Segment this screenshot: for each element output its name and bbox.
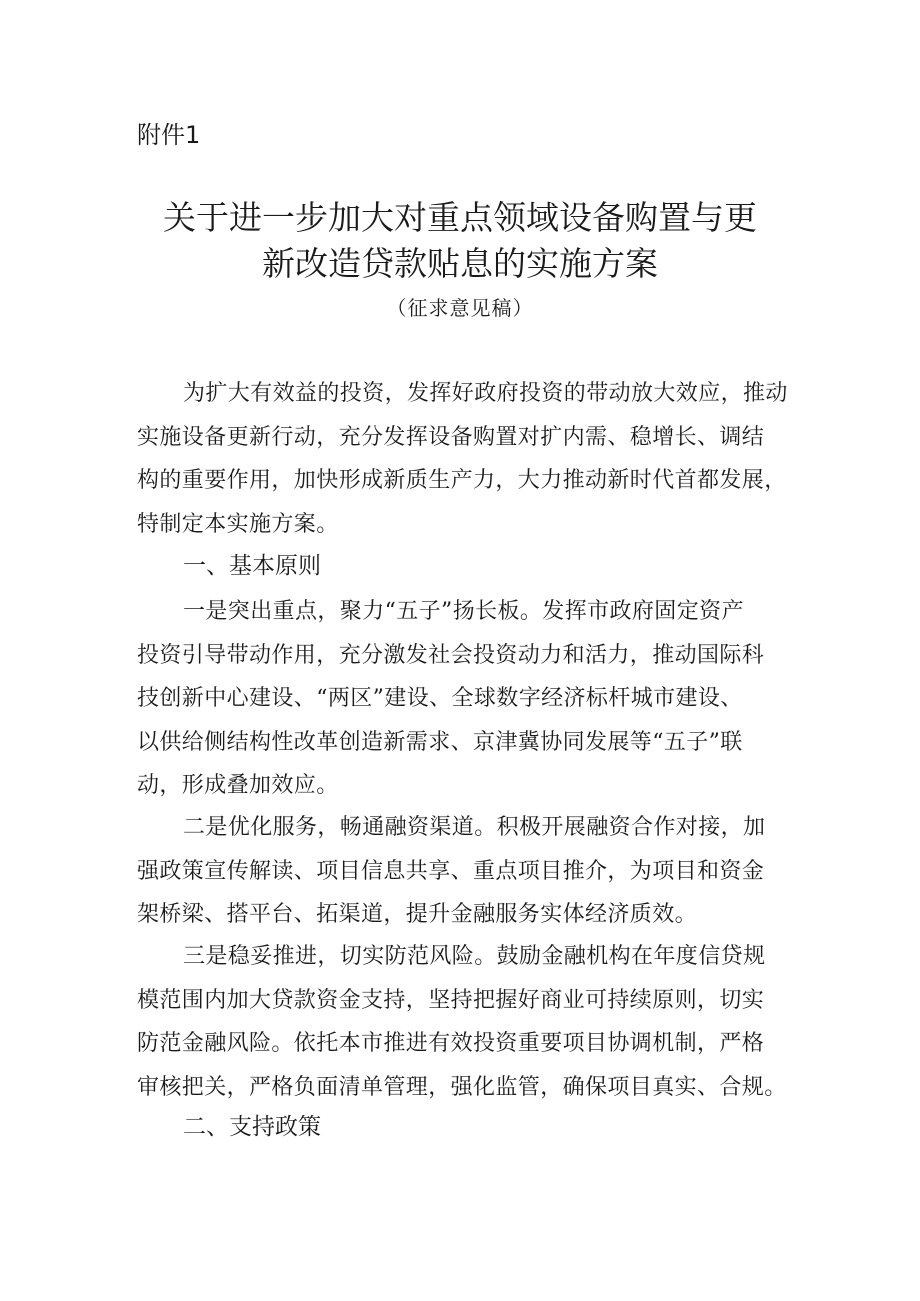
paragraph-line: 构的重要作用，加快形成新质生产力，大力推动新时代首都发展， xyxy=(137,468,787,493)
paragraph-line: 技创新中心建设、“两区”建设、全球数字经济标杆城市建设、 xyxy=(137,686,743,711)
paragraph-line: 防范金融风险。依托本市推进有效投资重要项目协调机制，严格 xyxy=(137,1031,765,1056)
document-title-line-2: 新改造贷款贴息的实施方案 xyxy=(262,244,658,283)
paragraph-line: 实施设备更新行动，充分发挥设备购置对扩内需、稳增长、调结 xyxy=(137,424,765,450)
intro-paragraph xyxy=(137,372,797,546)
paragraph-line: 动，形成叠加效应。 xyxy=(137,773,339,798)
principle-paragraph-3 xyxy=(137,935,797,1109)
paragraph-line: 投资引导带动作用，充分激发社会投资动力和活力，推动国际科 xyxy=(137,642,765,668)
paragraph-line: 一是突出重点，聚力“五子”扬长板。发挥市政府固定资产 xyxy=(183,599,744,624)
paragraph-line: 架桥梁、搭平台、拓渠道，提升金融服务实体经济质效。 xyxy=(137,902,698,927)
paragraph-line: 模范围内加大贷款资金支持，坚持把握好商业可持续原则，切实 xyxy=(137,987,765,1013)
section-heading-basic-principles: 一、基本原则 xyxy=(183,553,321,579)
paragraph-line: 三是稳妥推进，切实防范风险。鼓励金融机构在年度信贷规 xyxy=(183,944,766,969)
paragraph-line: 以供给侧结构性改革创造新需求、京津冀协同发展等“五子”联 xyxy=(137,729,743,755)
paragraph-line: 二是优化服务，畅通融资渠道。积极开展融资合作对接，加 xyxy=(183,815,766,840)
paragraph-line: 强政策宣传解读、项目信息共享、重点项目推介，为项目和资金 xyxy=(137,858,765,884)
paragraph-line: 特制定本实施方案。 xyxy=(137,511,339,537)
document-subtitle: （征求意见稿） xyxy=(386,296,534,320)
document-title-line-1: 关于进一步加大对重点领域设备购置与更 xyxy=(163,198,757,237)
principle-paragraph-2 xyxy=(137,806,797,937)
paragraph-line: 审核把关，严格负面清单管理，强化监管，确保项目真实、合规。 xyxy=(137,1074,787,1100)
principle-paragraph-1 xyxy=(137,590,797,808)
attachment-label: 附件1 xyxy=(137,121,201,149)
paragraph-line: 为扩大有效益的投资，发挥好政府投资的带动放大效应，推动 xyxy=(183,381,788,406)
section-heading-support-policy: 二、支持政策 xyxy=(183,1114,321,1140)
